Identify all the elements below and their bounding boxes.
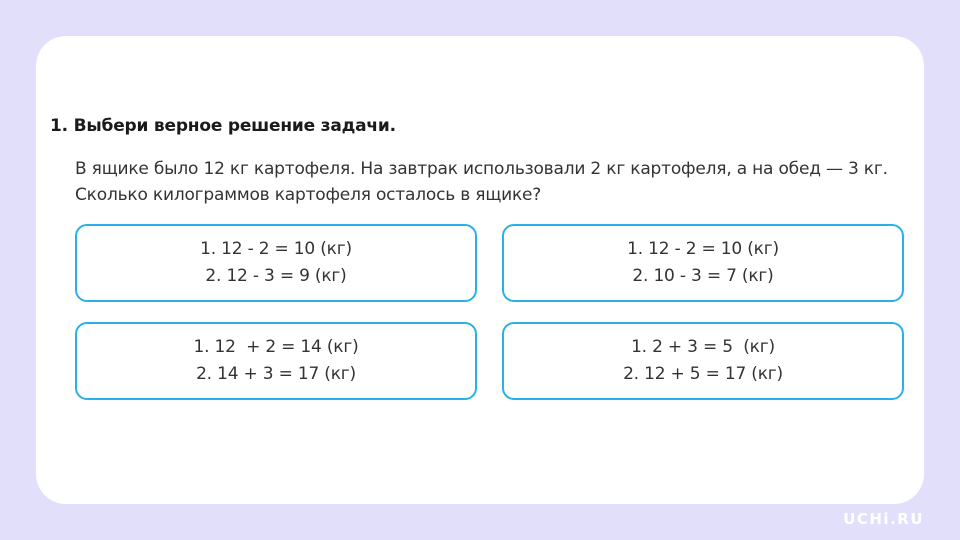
task-title: 1. Выбери верное решение задачи. — [50, 116, 396, 136]
option-line-1: 1. 2 + 3 = 5 (кг) — [631, 337, 775, 357]
answer-option-1[interactable] — [75, 224, 477, 302]
answer-option-3[interactable] — [75, 322, 477, 400]
task-text: В ящике было 12 кг картофеля. На завтрак использовали 2 кг картофеля, а на обед — 3 кг. Сколько килограммов картофеля осталось в ящике? — [75, 159, 888, 205]
option-line-1: 1. 12 + 2 = 14 (кг) — [193, 337, 359, 357]
option-line-2: 2. 14 + 3 = 17 (кг) — [196, 364, 356, 384]
option-line-2: 2. 12 - 3 = 9 (кг) — [205, 266, 347, 286]
answer-option-4[interactable] — [502, 322, 904, 400]
answer-option-2[interactable] — [502, 224, 904, 302]
option-line-2: 2. 12 + 5 = 17 (кг) — [623, 364, 783, 384]
option-line-1: 1. 12 - 2 = 10 (кг) — [200, 239, 352, 259]
option-line-2: 2. 10 - 3 = 7 (кг) — [632, 266, 774, 286]
option-line-1: 1. 12 - 2 = 10 (кг) — [627, 239, 779, 259]
task-card — [36, 36, 924, 504]
brand-logo: UCHi.RU — [843, 510, 924, 528]
